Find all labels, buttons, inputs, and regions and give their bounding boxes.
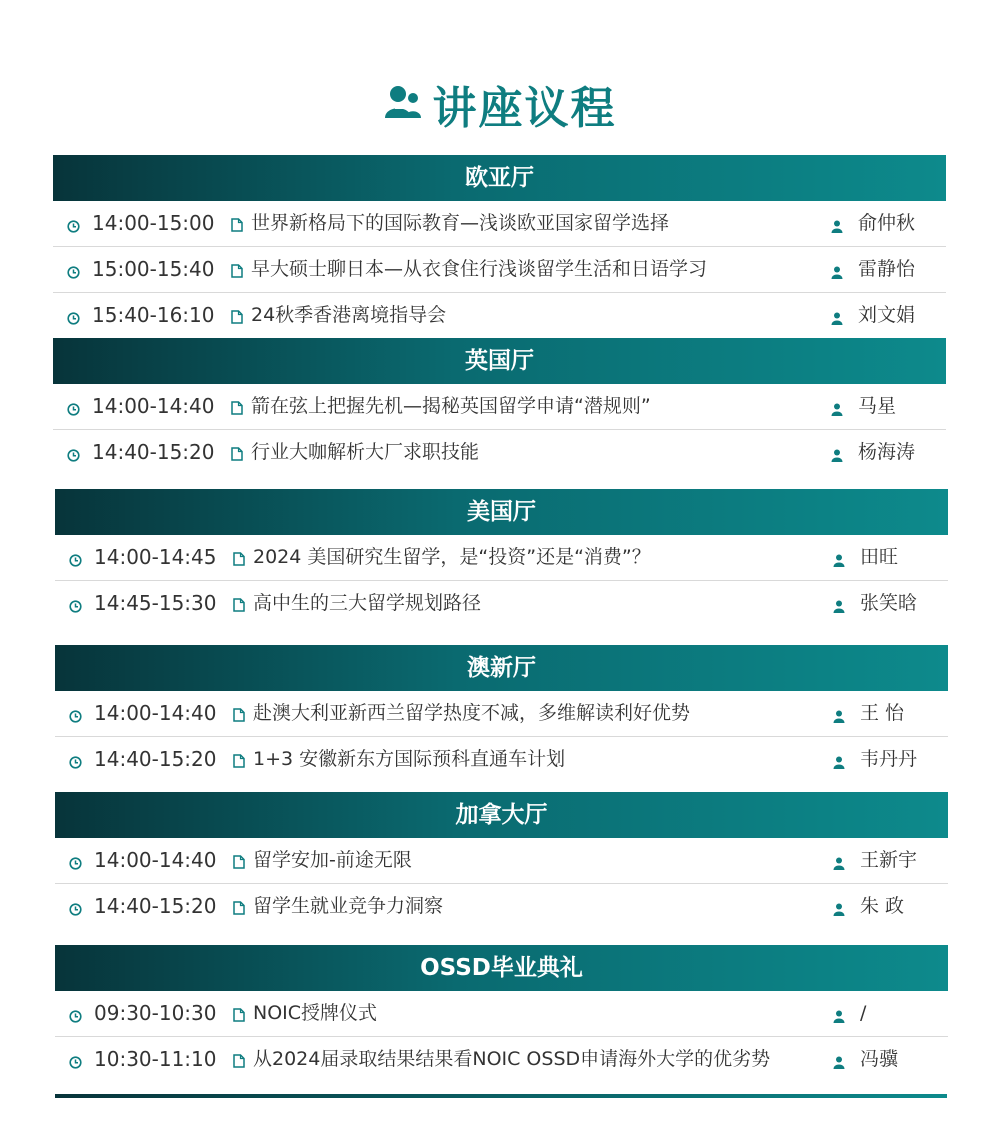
section-header: 美国厅 — [55, 489, 948, 535]
clock-icon — [67, 401, 80, 420]
clock-icon — [69, 552, 82, 571]
clock-icon — [69, 901, 82, 920]
session-topic: 箭在弦上把握先机—揭秘英国留学申请“潜规则” — [251, 395, 651, 417]
session-time: 14:45-15:30 — [94, 591, 217, 615]
session-speaker: 杨海涛 — [858, 441, 916, 463]
session-time: 15:00-15:40 — [92, 257, 215, 281]
section-4 — [55, 645, 948, 782]
session-time: 15:40-16:10 — [92, 303, 215, 327]
session-speaker: 田旺 — [860, 546, 899, 568]
section-header: 英国厅 — [53, 338, 946, 384]
section-header: 澳新厅 — [55, 645, 948, 691]
session-speaker: 王新宇 — [860, 849, 918, 871]
session-speaker: 朱 政 — [860, 895, 905, 917]
document-icon — [233, 551, 245, 570]
section-2 — [53, 338, 946, 475]
person-icon — [833, 855, 845, 874]
session-speaker: 冯骥 — [860, 1048, 899, 1070]
session-list — [55, 838, 948, 929]
session-speaker: 刘文娟 — [858, 304, 916, 326]
session-speaker: / — [860, 1002, 867, 1024]
clock-icon — [69, 855, 82, 874]
person-icon — [833, 708, 845, 727]
session-row — [55, 1037, 948, 1082]
people-icon — [385, 79, 421, 130]
session-row — [53, 247, 946, 293]
session-time: 09:30-10:30 — [94, 1001, 217, 1025]
session-row — [53, 201, 946, 247]
person-icon — [833, 598, 845, 617]
session-list — [55, 535, 948, 626]
section-6 — [55, 945, 948, 1082]
session-topic: 2024 美国研究生留学，是“投资”还是“消费”？ — [253, 546, 651, 568]
clock-icon — [69, 1008, 82, 1027]
person-icon — [831, 264, 843, 283]
session-topic: 早大硕士聊日本—从衣食住行浅谈留学生活和日语学习 — [251, 258, 708, 280]
session-topic: 1+3 安徽新东方国际预科直通车计划 — [253, 748, 566, 770]
session-topic: 赴澳大利亚新西兰留学热度不减，多维解读利好优势 — [253, 702, 691, 724]
session-topic: NOIC授牌仪式 — [253, 1002, 378, 1024]
session-list — [55, 991, 948, 1082]
session-time: 14:00-14:40 — [94, 848, 217, 872]
session-topic: 留学生就业竞争力洞察 — [253, 895, 444, 917]
session-time: 14:40-15:20 — [94, 894, 217, 918]
document-icon — [233, 707, 245, 726]
person-icon — [831, 401, 843, 420]
session-topic: 24秋季香港离境指导会 — [251, 304, 447, 326]
page-title — [0, 72, 1001, 136]
session-speaker: 马星 — [858, 395, 897, 417]
document-icon — [233, 753, 245, 772]
session-time: 14:40-15:20 — [92, 440, 215, 464]
document-icon — [233, 597, 245, 616]
person-icon — [833, 1054, 845, 1073]
session-row — [53, 384, 946, 430]
document-icon — [231, 309, 243, 328]
session-topic: 高中生的三大留学规划路径 — [253, 592, 482, 614]
session-row — [55, 991, 948, 1037]
session-time: 14:00-14:40 — [92, 394, 215, 418]
session-row — [55, 737, 948, 782]
clock-icon — [67, 310, 80, 329]
section-header: 欧亚厅 — [53, 155, 946, 201]
document-icon — [233, 1053, 245, 1072]
session-list — [55, 691, 948, 782]
session-speaker: 俞仲秋 — [858, 212, 916, 234]
clock-icon — [69, 598, 82, 617]
document-icon — [233, 900, 245, 919]
document-icon — [231, 263, 243, 282]
session-time: 14:40-15:20 — [94, 747, 217, 771]
clock-icon — [67, 264, 80, 283]
person-icon — [831, 310, 843, 329]
person-icon — [833, 901, 845, 920]
clock-icon — [67, 447, 80, 466]
person-icon — [831, 447, 843, 466]
session-row — [53, 293, 946, 338]
person-icon — [833, 1008, 845, 1027]
session-speaker: 王 怡 — [860, 702, 905, 724]
session-topic: 留学安加-前途无限 — [253, 849, 412, 871]
session-time: 10:30-11:10 — [94, 1047, 217, 1071]
section-1 — [53, 155, 946, 338]
clock-icon — [69, 754, 82, 773]
document-icon — [233, 1007, 245, 1026]
document-icon — [231, 400, 243, 419]
section-header: OSSD毕业典礼 — [55, 945, 948, 991]
session-row — [55, 838, 948, 884]
session-speaker: 雷静怡 — [858, 258, 916, 280]
bottom-divider — [55, 1094, 947, 1098]
document-icon — [231, 446, 243, 465]
session-speaker: 韦丹丹 — [860, 748, 918, 770]
page-title-text: 讲座议程 — [432, 83, 617, 134]
person-icon — [831, 218, 843, 237]
session-time: 14:00-14:40 — [94, 701, 217, 725]
session-row — [55, 691, 948, 737]
session-row — [55, 581, 948, 626]
session-row — [53, 430, 946, 475]
person-icon — [833, 552, 845, 571]
clock-icon — [69, 708, 82, 727]
section-5 — [55, 792, 948, 929]
session-speaker: 张笑晗 — [860, 592, 918, 614]
clock-icon — [67, 218, 80, 237]
document-icon — [233, 854, 245, 873]
session-topic: 从2024届录取结果结果看NOIC OSSD申请海外大学的优劣势 — [253, 1048, 771, 1070]
session-time: 14:00-14:45 — [94, 545, 217, 569]
session-topic: 行业大咖解析大厂求职技能 — [251, 441, 480, 463]
session-row — [55, 535, 948, 581]
clock-icon — [69, 1054, 82, 1073]
document-icon — [231, 217, 243, 236]
section-3 — [55, 489, 948, 626]
session-time: 14:00-15:00 — [92, 211, 215, 235]
section-header: 加拿大厅 — [55, 792, 948, 838]
session-row — [55, 884, 948, 929]
person-icon — [833, 754, 845, 773]
session-list — [53, 384, 946, 475]
session-topic: 世界新格局下的国际教育—浅谈欧亚国家留学选择 — [251, 212, 670, 234]
session-list — [53, 201, 946, 338]
